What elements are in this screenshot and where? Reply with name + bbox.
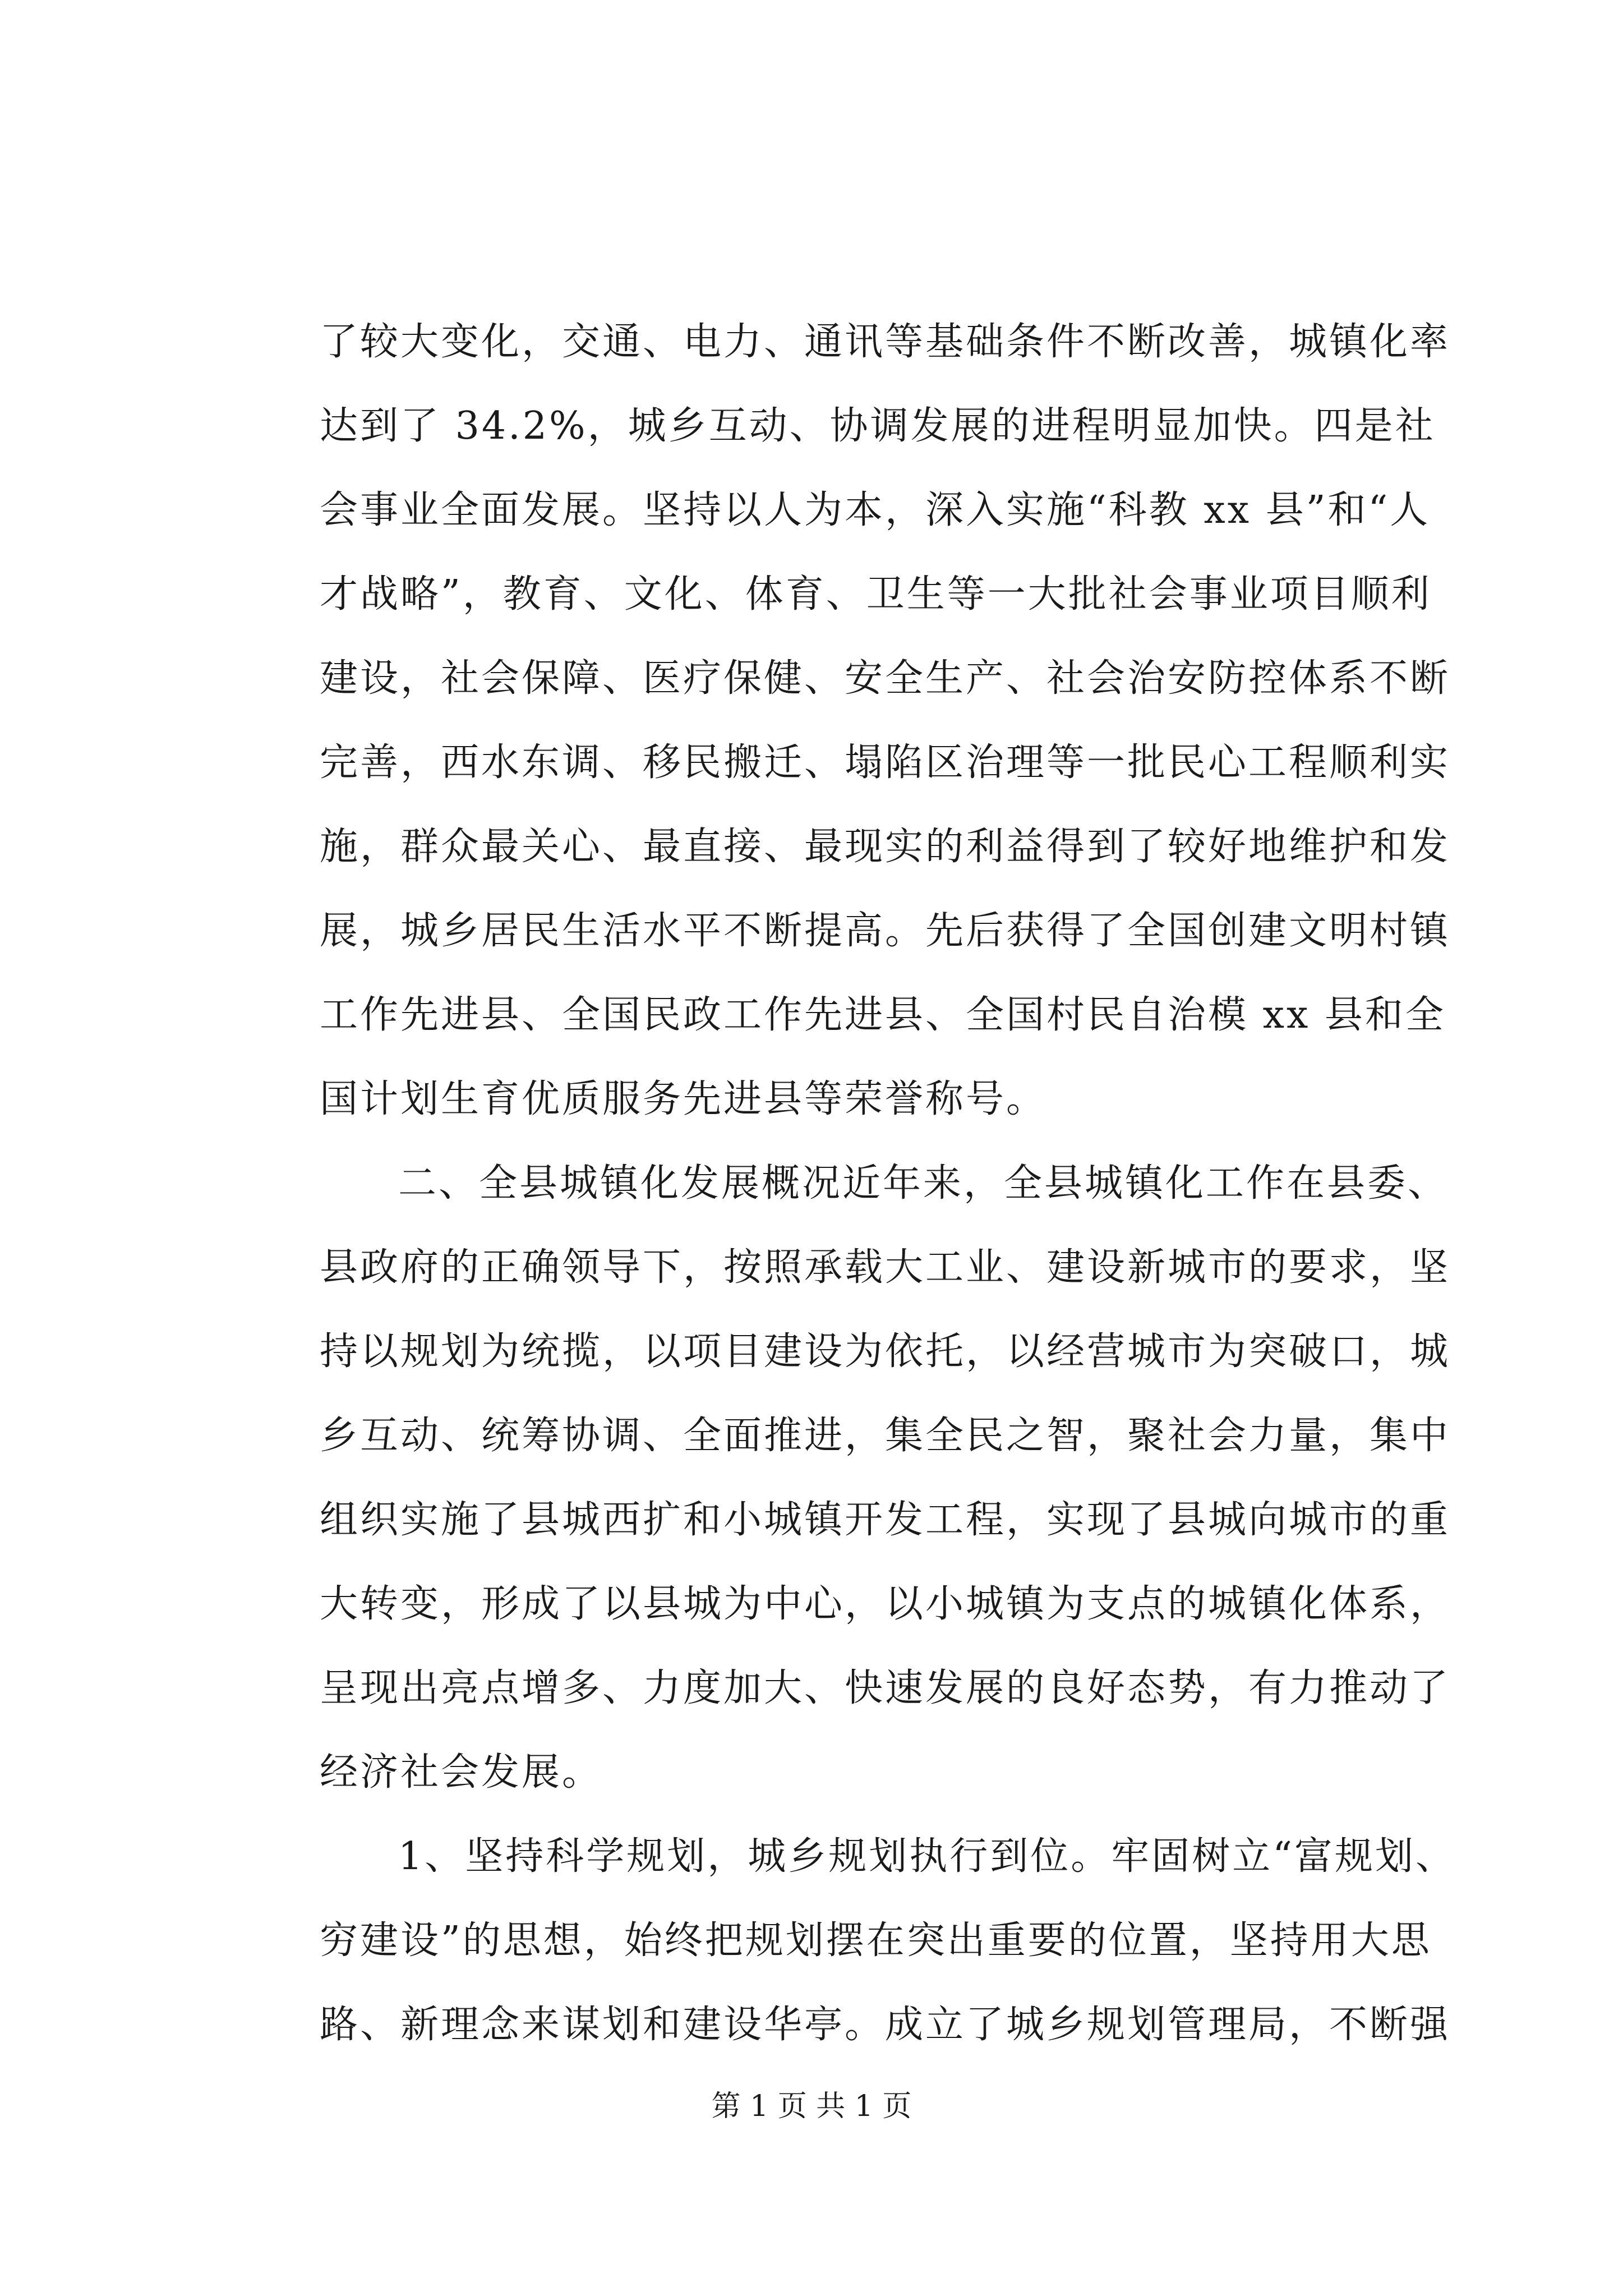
text-line: 施，群众最关心、最直接、最现实的利益得到了较好地维护和发 xyxy=(320,825,1451,869)
paragraph-heading-line: 二、全县城镇化发展概况近年来，全县城镇化工作在县委、 xyxy=(398,1161,1449,1205)
text-line: 组织实施了县城西扩和小城镇开发工程，实现了县城向城市的重 xyxy=(320,1498,1451,1542)
page-footer xyxy=(0,2087,1623,2126)
text-line: 穷建设”的思想，始终把规划摆在突出重要的位置，坚持用大思 xyxy=(320,1918,1432,1963)
text-line: 才战略”，教育、文化、体育、卫生等一大批社会事业项目顺利 xyxy=(320,572,1432,616)
text-line: 国计划生育优质服务先进县等荣誉称号。 xyxy=(320,1077,1047,1121)
text-line: 建设，社会保障、医疗保健、安全生产、社会治安防控体系不断 xyxy=(320,656,1451,701)
text-line: 路、新理念来谋划和建设华亭。成立了城乡规划管理局，不断强 xyxy=(320,2003,1451,2047)
text-line: 大转变，形成了以县城为中心，以小城镇为支点的城镇化体系， xyxy=(320,1582,1451,1626)
page-number: 第 1 页 共 1 页 xyxy=(711,2090,912,2123)
text-line: 了较大变化，交通、电力、通讯等基础条件不断改善，城镇化率 xyxy=(320,320,1451,364)
text-line: 达到了 34.2%，城乡互动、协调发展的进程明显加快。四是社 xyxy=(320,404,1436,448)
text-line: 完善，西水东调、移民搬迁、塌陷区治理等一批民心工程顺利实 xyxy=(320,740,1451,785)
text-line: 经济社会发展。 xyxy=(320,1750,603,1795)
text-line: 呈现出亮点增多、力度加大、快速发展的良好态势，有力推动了 xyxy=(320,1666,1451,1710)
text-line: 展，城乡居民生活水平不断提高。先后获得了全国创建文明村镇 xyxy=(320,909,1451,953)
paragraph-heading-line: 1、坚持科学规划，城乡规划执行到位。牢固树立“富规划、 xyxy=(398,1834,1456,1879)
text-line: 会事业全面发展。坚持以人为本，深入实施“科教 xx 县”和“人 xyxy=(320,488,1431,532)
text-line: 持以规划为统揽，以项目建设为依托，以经营城市为突破口，城 xyxy=(320,1329,1451,1374)
text-line: 工作先进县、全国民政工作先进县、全国村民自治模 xx 县和全 xyxy=(320,993,1446,1037)
text-line: 县政府的正确领导下，按照承载大工业、建设新城市的要求，坚 xyxy=(320,1245,1451,1290)
text-line: 乡互动、统筹协调、全面推进，集全民之智，聚社会力量，集中 xyxy=(320,1414,1451,1458)
